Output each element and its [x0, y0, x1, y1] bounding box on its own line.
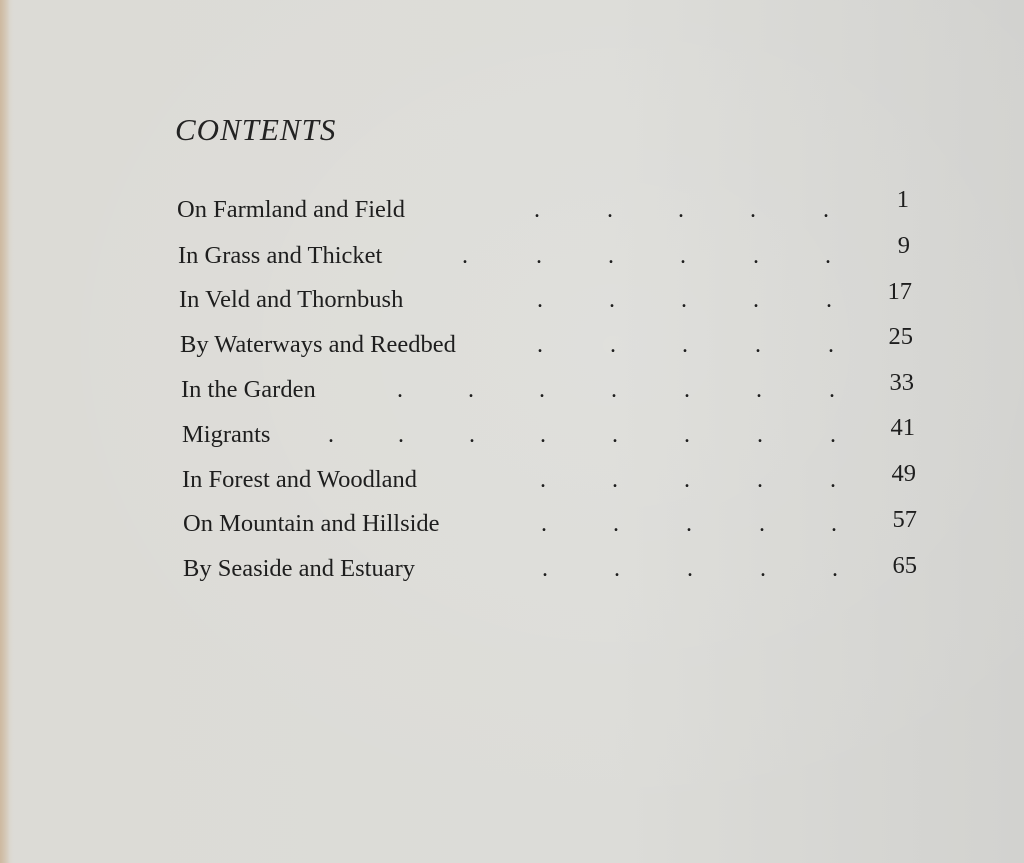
- toc-entry-page: 9: [897, 232, 910, 259]
- leader-dot: .: [756, 377, 762, 403]
- toc-entry-title: In Forest and Woodland: [182, 466, 418, 493]
- leader-dot: .: [613, 511, 619, 537]
- toc-entry-page: 41: [890, 414, 915, 441]
- toc-entry-title: In Grass and Thicket: [178, 242, 383, 269]
- leader-dot: .: [825, 243, 831, 269]
- toc-entry-title: In the Garden: [181, 376, 316, 403]
- leader-dot: .: [684, 467, 690, 493]
- leader-dot: .: [680, 243, 686, 269]
- toc-entry: [180, 325, 940, 365]
- leader-dot: .: [612, 467, 618, 493]
- leader-dot: .: [687, 556, 693, 582]
- leader-dot: .: [610, 332, 616, 358]
- toc-entry: [183, 549, 943, 589]
- toc-entry-title: By Seaside and Estuary: [183, 555, 416, 582]
- leader-dot: .: [826, 287, 832, 313]
- leader-dot: .: [469, 422, 475, 448]
- leader-dot: .: [540, 467, 546, 493]
- leader-dot: .: [534, 197, 540, 223]
- leader-dot: .: [682, 332, 688, 358]
- toc-entry-title: In Veld and Thornbush: [179, 286, 404, 313]
- toc-entry-title: On Mountain and Hillside: [183, 510, 440, 537]
- toc-entry-title: On Farmland and Field: [177, 196, 405, 223]
- toc-entry-title: By Waterways and Reedbed: [180, 331, 456, 358]
- leader-dot: .: [539, 377, 545, 403]
- leader-dot: .: [328, 422, 334, 448]
- leader-dot: .: [832, 556, 838, 582]
- leader-dot: .: [537, 287, 543, 313]
- toc-entry-page: 49: [891, 460, 916, 487]
- leader-dot: .: [398, 422, 404, 448]
- leader-dot: .: [397, 377, 403, 403]
- toc-entry-page: 57: [892, 506, 917, 533]
- leader-dot: .: [542, 556, 548, 582]
- leader-dot: .: [612, 422, 618, 448]
- leader-dot: .: [828, 332, 834, 358]
- contents-heading: CONTENTS: [175, 112, 337, 147]
- toc-entry: [183, 504, 943, 544]
- leader-dot: .: [753, 287, 759, 313]
- leader-dot: .: [681, 287, 687, 313]
- leader-dot: .: [823, 197, 829, 223]
- toc-entry-page: 25: [888, 323, 913, 350]
- toc-entry-page: 17: [887, 278, 912, 305]
- leader-dot: .: [830, 467, 836, 493]
- toc-entry: [179, 280, 939, 320]
- leader-dot: .: [609, 287, 615, 313]
- toc-entry-page: 33: [889, 369, 914, 396]
- toc-entry: [178, 232, 938, 276]
- leader-dot: .: [757, 422, 763, 448]
- leader-dot: .: [540, 422, 546, 448]
- leader-dot: .: [831, 511, 837, 537]
- leader-dot: .: [607, 197, 613, 223]
- leader-dot: .: [750, 197, 756, 223]
- leader-dot: .: [537, 332, 543, 358]
- leader-dot: .: [468, 377, 474, 403]
- leader-dot: .: [678, 197, 684, 223]
- leader-dot: .: [462, 243, 468, 269]
- leader-dot: .: [541, 511, 547, 537]
- leader-dot: .: [536, 243, 542, 269]
- leader-dot: .: [611, 377, 617, 403]
- leader-dot: .: [830, 422, 836, 448]
- leader-dot: .: [684, 422, 690, 448]
- toc-entry-page: 65: [892, 552, 917, 579]
- leader-dot: .: [608, 243, 614, 269]
- leader-dot: .: [829, 377, 835, 403]
- leader-dot: .: [760, 556, 766, 582]
- leader-dot: .: [755, 332, 761, 358]
- toc-entry: [182, 415, 942, 455]
- leader-dot: .: [686, 511, 692, 537]
- leader-dot: .: [614, 556, 620, 582]
- leader-dot: .: [757, 467, 763, 493]
- leader-dot: .: [759, 511, 765, 537]
- leader-dot: .: [684, 377, 690, 403]
- toc-entry-title: Migrants: [182, 421, 271, 448]
- toc-entry: [181, 370, 941, 410]
- toc-entry: [182, 460, 942, 500]
- leader-dot: .: [753, 243, 759, 269]
- toc-entry-page: 1: [896, 186, 909, 213]
- toc-entry: [177, 186, 937, 230]
